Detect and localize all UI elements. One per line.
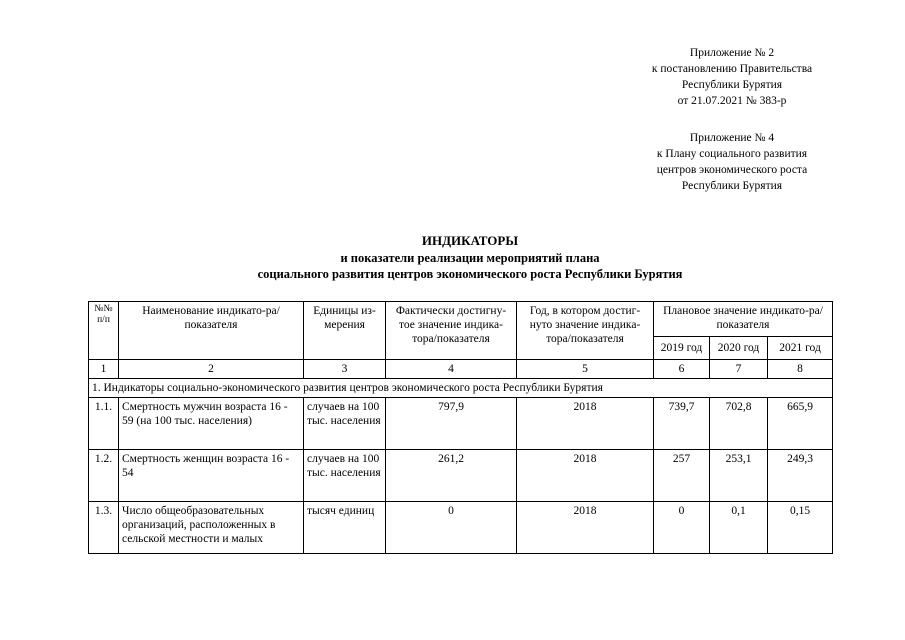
table-row (89, 450, 833, 502)
appendix-line: центров экономического роста (656, 164, 808, 176)
header-unit: Единицы из-мерения (304, 302, 386, 360)
row-actual: 261,2 (386, 450, 517, 502)
title-line-1: ИНДИКАТОРЫ (421, 233, 519, 248)
table-header-row (89, 302, 833, 337)
column-number: 7 (710, 360, 768, 379)
title-line-3: социального развития центров экономического роста Республики Бурятия (257, 267, 683, 281)
row-value-2020: 0,1 (710, 502, 768, 554)
header-2020: 2020 год (710, 337, 768, 360)
row-num: 1.3. (89, 502, 119, 554)
appendix-line: к Плану социального развития (656, 148, 808, 160)
column-number: 4 (386, 360, 517, 379)
row-value-2021: 0,15 (768, 502, 833, 554)
appendix-line: Республики Бурятия (681, 79, 783, 91)
row-value-2019: 739,7 (654, 398, 710, 450)
column-number: 2 (119, 360, 304, 379)
appendix-line: Приложение № 2 (689, 47, 775, 59)
appendix-line: от 21.07.2021 № 383-р (677, 95, 787, 107)
row-num: 1.1. (89, 398, 119, 450)
row-value-2019: 257 (654, 450, 710, 502)
row-year: 2018 (517, 502, 654, 554)
header-planned: Плановое значение индикато-ра/показателя (654, 302, 833, 337)
row-actual: 797,9 (386, 398, 517, 450)
row-value-2019: 0 (654, 502, 710, 554)
row-num: 1.2. (89, 450, 119, 502)
row-year: 2018 (517, 398, 654, 450)
indicators-table (88, 301, 833, 554)
title-line-2: и показатели реализации мероприятий плана (340, 251, 600, 265)
appendix-4-block (0, 130, 905, 194)
row-name: Смертность мужчин возраста 16 - 59 (на 100 тыс. населения) (119, 398, 304, 450)
row-actual: 0 (386, 502, 517, 554)
appendix-line: к постановлению Правительства (651, 63, 813, 75)
header-actual: Фактически достигну-тое значение индика-тора/показателя (386, 302, 517, 360)
column-number: 6 (654, 360, 710, 379)
column-number: 3 (304, 360, 386, 379)
row-value-2021: 665,9 (768, 398, 833, 450)
section-row (89, 379, 833, 398)
column-number-row (89, 360, 833, 379)
header-name: Наименование индикато-ра/показателя (119, 302, 304, 360)
section-title: 1. Индикаторы социально-экономического развития центров экономического роста Республики Бурятия (89, 379, 833, 398)
header-2021: 2021 год (768, 337, 833, 360)
header-num: №№ п/п (89, 302, 119, 360)
row-value-2020: 702,8 (710, 398, 768, 450)
row-value-2020: 253,1 (710, 450, 768, 502)
row-unit: тысяч единиц (304, 502, 386, 554)
appendix-line: Приложение № 4 (689, 132, 775, 144)
row-value-2021: 249,3 (768, 450, 833, 502)
appendix-2-block (0, 45, 905, 109)
table-row (89, 502, 833, 554)
document-title (0, 232, 905, 282)
table-row (89, 398, 833, 450)
column-number: 5 (517, 360, 654, 379)
row-name: Число общеобразовательных организаций, расположенных в сельской местности и малых (119, 502, 304, 554)
row-year: 2018 (517, 450, 654, 502)
row-name: Смертность женщин возраста 16 - 54 (119, 450, 304, 502)
row-unit: случаев на 100 тыс. населения (304, 450, 386, 502)
column-number: 1 (89, 360, 119, 379)
row-unit: случаев на 100 тыс. населения (304, 398, 386, 450)
appendix-line: Республики Бурятия (681, 180, 783, 192)
header-year: Год, в котором достиг-нуто значение индика-тора/показателя (517, 302, 654, 360)
header-2019: 2019 год (654, 337, 710, 360)
column-number: 8 (768, 360, 833, 379)
